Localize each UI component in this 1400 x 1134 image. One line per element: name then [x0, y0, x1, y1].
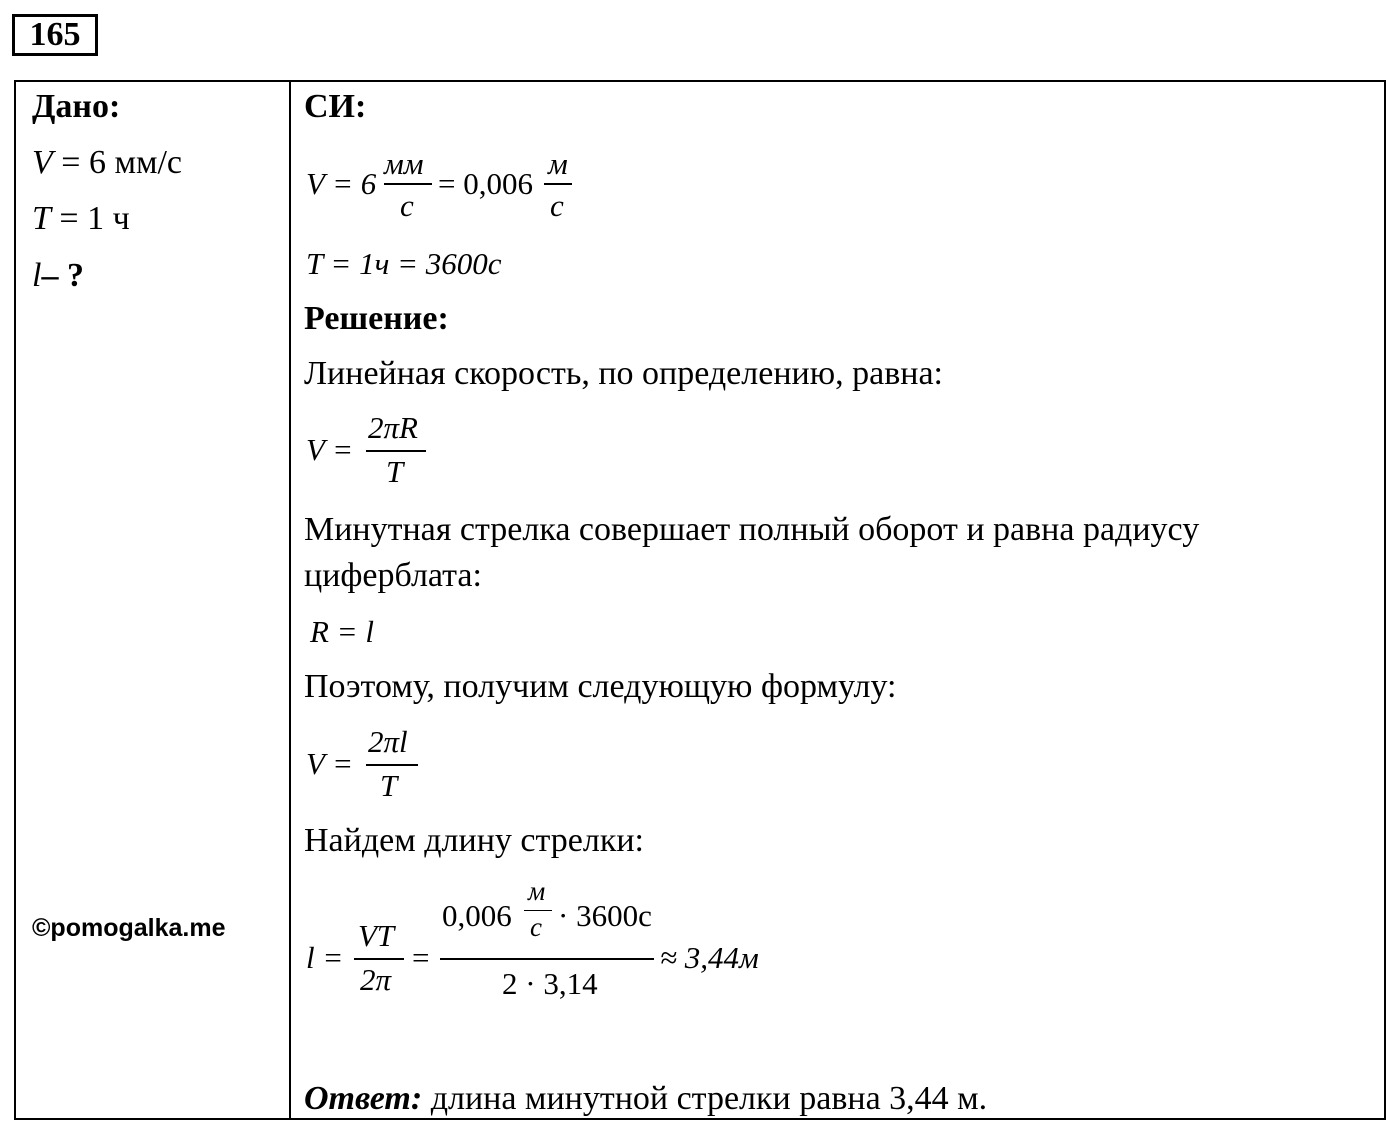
given-velocity [32, 144, 182, 182]
f4-frac1-den: 2π [360, 962, 392, 997]
f4-inner-frac-num: м [528, 876, 546, 906]
watermark: ©pomogalka.me [32, 914, 226, 942]
f4-big-num-b: · 3600с [558, 898, 652, 933]
si-v-frac2-den: с [550, 188, 564, 223]
given-period [32, 200, 130, 238]
given-header: Дано: [32, 88, 121, 125]
given-column [32, 82, 282, 1118]
answer-text: длина минутной стрелки равна 3,44 м. [430, 1080, 988, 1117]
f4-eq: = [412, 940, 430, 975]
solution-text-4: Найдем длину стрелки: [304, 822, 644, 859]
fraction-bar [354, 958, 404, 960]
solution-text-1: Линейная скорость, по определению, равна: [304, 355, 943, 392]
solution-text-3: Поэтому, получим следующую формулу: [304, 668, 897, 705]
f1-num: 2πR [368, 410, 418, 445]
f4-result: ≈ 3,44м [660, 940, 759, 975]
f4-big-num-a: 0,006 [442, 898, 512, 933]
si-header: СИ: [304, 88, 367, 125]
f4-big-den: 2 · 3,14 [502, 966, 598, 1001]
formula-speed-length [306, 724, 506, 804]
si-v-frac1-den: с [400, 188, 414, 223]
si-v-frac2-num: м [548, 146, 568, 181]
period-symbol: T [32, 200, 51, 237]
fraction-bar [366, 764, 418, 766]
f3-lhs: V = [306, 746, 354, 781]
length-symbol: l [32, 257, 42, 294]
si-v-frac1-num: мм [384, 146, 424, 181]
si-v-mid: = 0,006 [438, 166, 533, 201]
formula-linear-speed [306, 410, 506, 490]
length-query: – ? [41, 257, 84, 294]
f1-lhs: V = [306, 432, 354, 467]
solution-column [304, 82, 1374, 1118]
f4-inner-frac-den: с [530, 912, 542, 942]
si-period-formula: T = 1ч = 3600с [306, 246, 502, 281]
si-v-lhs: V = 6 [306, 166, 377, 201]
formula-radius: R = l [310, 614, 374, 649]
fraction-bar [366, 450, 426, 452]
column-divider [289, 82, 291, 1118]
f4-lhs: l = [306, 940, 344, 975]
fraction-bar [440, 958, 654, 960]
solution-table [14, 80, 1386, 1120]
formula-length-result [306, 876, 826, 1002]
answer-label: Ответ: [304, 1080, 423, 1117]
si-velocity-formula [306, 146, 606, 236]
f3-num: 2πl [368, 724, 408, 759]
velocity-value: = 6 мм/с [61, 144, 183, 181]
solution-header: Решение: [304, 300, 449, 337]
fraction-bar [524, 910, 552, 911]
period-value: = 1 ч [59, 200, 130, 237]
answer-line [304, 1080, 987, 1118]
solution-text-2: Минутная стрелка совершает полный оборот и равна радиусу циферблата: [304, 511, 1200, 594]
fraction-bar [384, 183, 432, 185]
f3-den: T [380, 768, 398, 803]
fraction-bar [544, 183, 572, 185]
velocity-symbol: V [32, 144, 53, 181]
problem-number: 165 [12, 14, 98, 56]
f4-frac1-num: VT [358, 918, 395, 953]
given-unknown [32, 257, 84, 295]
f1-den: T [386, 454, 404, 489]
